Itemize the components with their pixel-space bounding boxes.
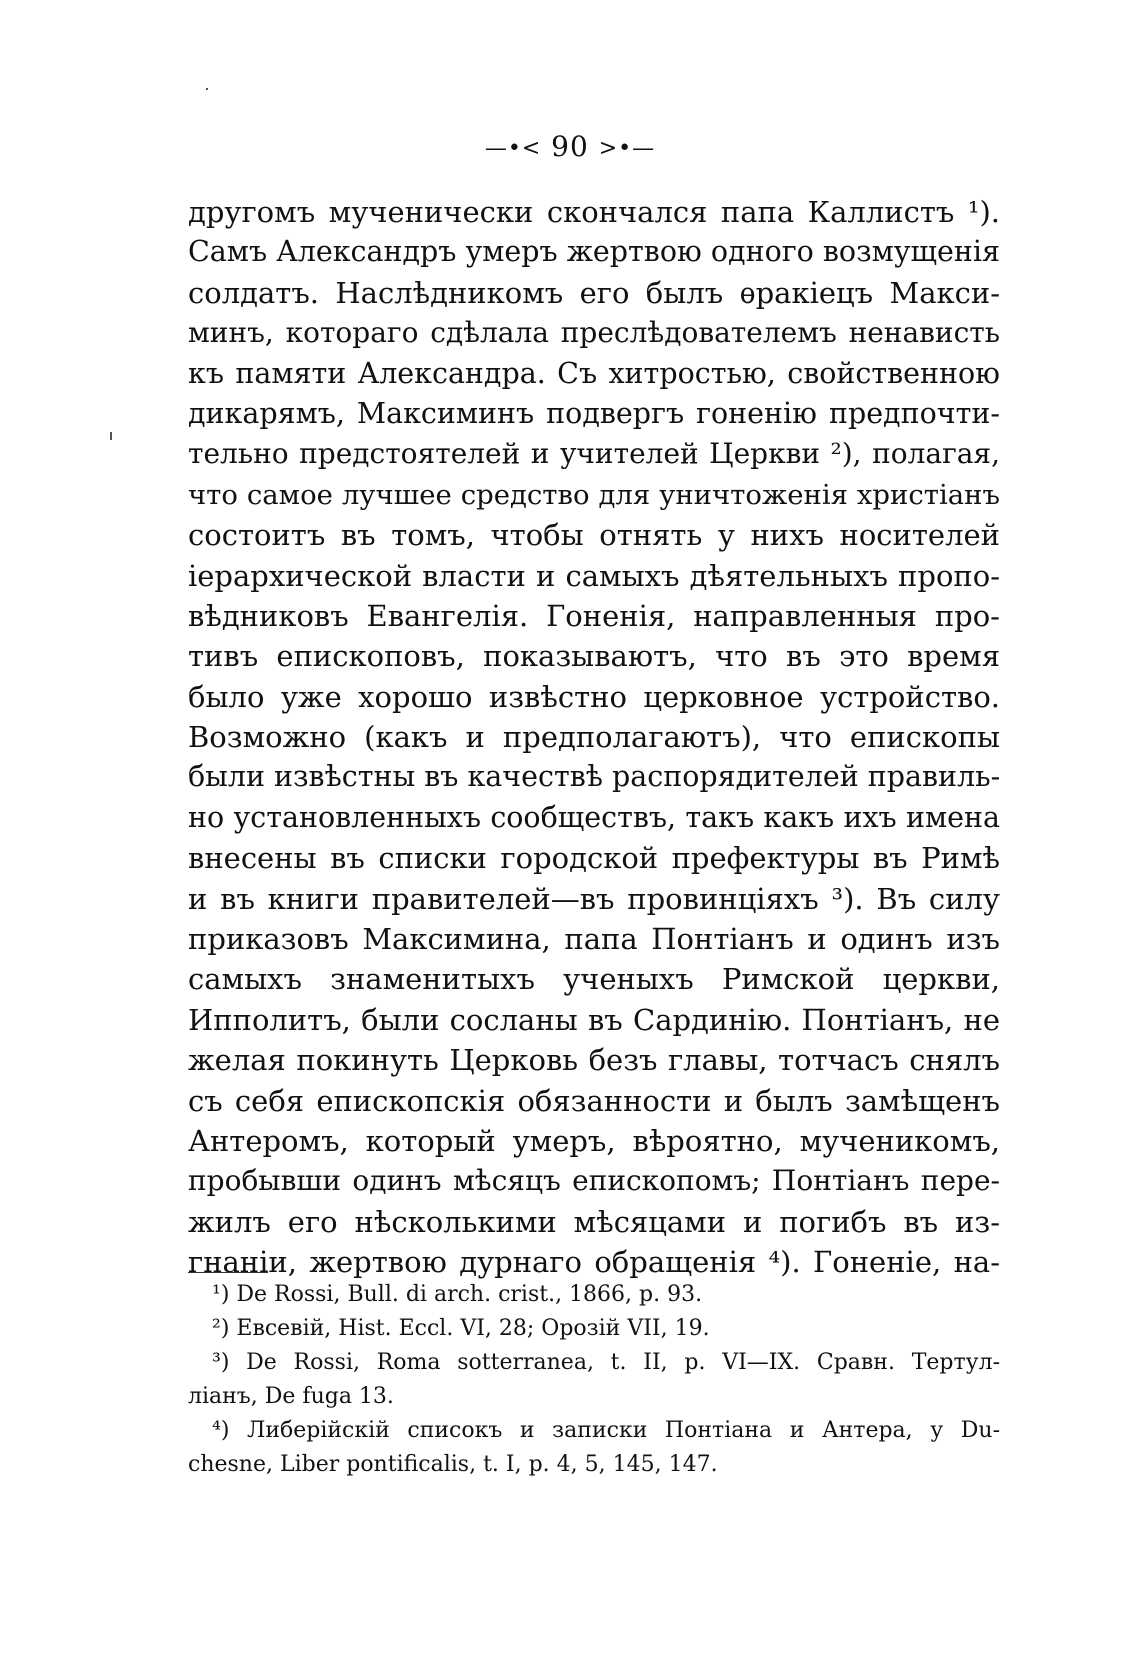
text-line: что самое лучшее средство для уничтоженія христіанъ	[188, 478, 1000, 511]
footnote-4-continued: chesne, Liber pontificalis, t. I, p. 4, 5, 145, 147.	[188, 1452, 718, 1477]
text-line: минъ, котораго сдѣлала преслѣдователемъ ненависть	[188, 316, 1000, 350]
text-line: желая покинуть Церковь безъ главы, тотчасъ снялъ	[188, 1043, 1000, 1078]
text-line: тельно предстоятелей и учителей Церкви ²), полагая,	[188, 437, 1000, 471]
scan-speck	[206, 88, 208, 90]
right-ornament: >•—	[598, 136, 656, 161]
text-line: и въ книги правителей—въ провинціяхъ ³). Въ силу	[188, 881, 1000, 916]
footnote-2: ²) Евсевій, Hist. Eccl. VI, 28; Орозій VII, 19.	[212, 1316, 710, 1341]
footnote-4: ⁴) Либерійскій списокъ и записки Понтіана и Антера, у Du-	[212, 1418, 1000, 1443]
text-line: солдатъ. Наслѣдникомъ его былъ ѳракіецъ Макси-	[188, 275, 1000, 310]
footnote-3: ³) De Rossi, Roma sotterranea, t. II, p. VI—IX. Сравн. Тертул-	[212, 1350, 1000, 1375]
text-line: вѣдниковъ Евангелія. Гоненія, направленныя про-	[188, 598, 1000, 633]
footnotes	[188, 1278, 1000, 1482]
text-line: были извѣстны въ качествѣ распорядителей правиль-	[188, 760, 1001, 794]
text-line: Возможно (какъ и предполагаютъ), что епископы	[188, 720, 1000, 755]
text-line: пробывши одинъ мѣсяцъ епископомъ; Понтіанъ пере-	[188, 1164, 1000, 1198]
text-line: іерархической власти и самыхъ дѣятельныхъ пропо-	[188, 558, 1000, 593]
text-line: съ себя епископскія обязанности и былъ замѣщенъ	[188, 1083, 1000, 1118]
footnote-1: ¹) De Rossi, Bull. di arch. crist., 1866, p. 93.	[212, 1282, 703, 1307]
scan-speck	[110, 432, 112, 440]
text-line: Ипполитъ, были сосланы въ Сардинію. Понтіанъ, не	[188, 1002, 1000, 1037]
text-line: жилъ его нѣсколькими мѣсяцами и погибъ въ из-	[188, 1204, 1000, 1239]
text-line: дикарямъ, Максиминъ подвергъ гоненію предпочти-	[188, 396, 1000, 430]
text-line: Антеромъ, который умеръ, вѣроятно, мученикомъ,	[188, 1123, 1000, 1158]
text-line: Самъ Александръ умеръ жертвою одного возмущенія	[188, 235, 1001, 269]
page-header	[0, 130, 1140, 163]
page-number: 90	[551, 130, 589, 163]
text-line: къ памяти Александра. Съ хитростью, свойственною	[188, 356, 1000, 390]
text-line: внесены въ списки городской префектуры въ Римѣ	[188, 841, 1000, 876]
text-line: самыхъ знаменитыхъ ученыхъ Римской церкви,	[188, 962, 1000, 997]
text-line: но установленныхъ сообществъ, такъ какъ ихъ имена	[188, 800, 1000, 834]
text-line: тивъ епископовъ, показываютъ, что въ это время	[188, 639, 1000, 674]
text-line: было уже хорошо извѣстно церковное устройство.	[188, 679, 1000, 714]
left-ornament: —•<	[484, 136, 542, 161]
footnote-rule	[188, 1272, 268, 1273]
text-line: гнаніи, жертвою дурнаго обращенія ⁴). Гоненіе, на-	[188, 1245, 1000, 1280]
text-line: другомъ мученически скончался папа Каллистъ ¹).	[188, 195, 1000, 229]
text-line: состоитъ въ томъ, чтобы отнять у нихъ носителей	[188, 518, 1000, 553]
footnote-3-continued: ліанъ, De fuga 13.	[188, 1384, 394, 1409]
text-line: приказовъ Максимина, папа Понтіанъ и одинъ изъ	[188, 922, 1000, 957]
main-text	[188, 192, 1000, 1283]
